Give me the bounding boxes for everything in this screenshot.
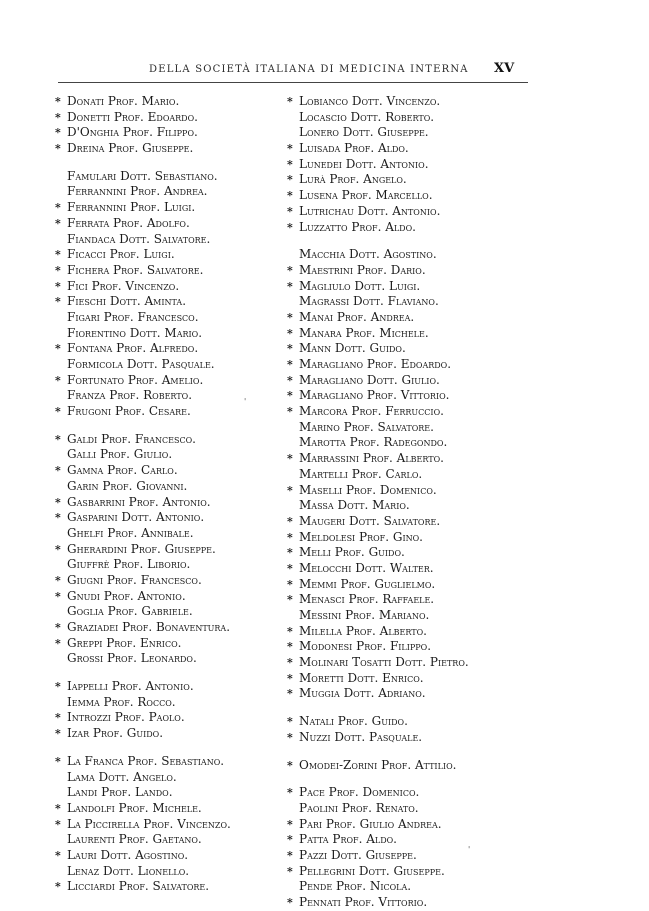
member-entry — [55, 785, 290, 801]
asterisk-mark: * — [287, 310, 293, 324]
asterisk-mark: * — [287, 204, 293, 218]
member-name: Pennati Prof. Vittorio. — [299, 895, 428, 909]
member-name: Lonero Dott. Giuseppe. — [299, 125, 429, 140]
member-name: Messini Prof. Mariano. — [299, 608, 430, 622]
asterisk-mark: * — [55, 126, 61, 140]
member-name: Maragliano Prof. Edoardo. — [299, 357, 452, 371]
asterisk-mark: * — [55, 495, 61, 509]
asterisk-mark: * — [287, 452, 293, 466]
member-name: Marino Prof. Salvatore. — [299, 419, 434, 434]
member-name: Fiandaca Dott. Salvatore. — [67, 231, 211, 246]
asterisk-mark: * — [55, 279, 61, 293]
member-entry — [287, 373, 517, 389]
member-entry — [55, 879, 290, 895]
asterisk-mark: * — [287, 624, 293, 638]
member-entry — [55, 495, 290, 511]
asterisk-mark: * — [287, 671, 293, 685]
member-entry — [287, 310, 517, 326]
asterisk-mark: * — [287, 358, 293, 371]
member-entry — [287, 220, 517, 236]
member-name: Greppi Prof. Enrico. — [67, 635, 182, 650]
member-name: Memmi Prof. Guglielmo. — [299, 576, 436, 591]
member-entry — [55, 373, 290, 389]
member-name: Muggia Dott. Adriano. — [299, 686, 426, 701]
member-entry — [287, 514, 517, 530]
asterisk-mark: * — [55, 754, 61, 768]
asterisk-mark: * — [55, 373, 61, 387]
member-name: Donati Prof. Mario. — [67, 94, 180, 108]
member-entry — [287, 530, 517, 546]
member-entry — [287, 671, 517, 687]
member-name: Maselli Prof. Domenico. — [299, 482, 437, 497]
member-entry — [287, 341, 517, 357]
member-entry — [55, 184, 290, 200]
asterisk-mark: * — [287, 656, 293, 670]
asterisk-mark: * — [287, 189, 293, 203]
member-entry — [55, 341, 290, 357]
asterisk-mark: * — [287, 373, 293, 387]
member-entry — [55, 247, 290, 263]
asterisk-mark: * — [287, 530, 293, 544]
member-entry — [55, 200, 290, 216]
member-entry — [287, 357, 517, 373]
member-name: Fieschi Dott. Aminta. — [67, 294, 187, 309]
asterisk-mark: * — [287, 864, 293, 878]
member-name: Marotta Prof. Radegondo. — [299, 435, 448, 450]
asterisk-mark: * — [55, 636, 61, 650]
member-entry — [287, 157, 517, 173]
asterisk-mark: * — [55, 727, 61, 741]
member-entry — [287, 451, 517, 467]
member-name: Ferrannini Prof. Luigi. — [67, 200, 196, 215]
member-entry — [55, 94, 290, 110]
asterisk-mark: * — [55, 801, 61, 815]
asterisk-mark: * — [287, 326, 293, 340]
member-name: Menasci Prof. Raffaele. — [299, 592, 435, 607]
member-name: Massa Dott. Mario. — [299, 498, 410, 513]
asterisk-mark: * — [55, 142, 61, 156]
member-name: Galli Prof. Giulio. — [67, 447, 173, 462]
member-entry — [287, 172, 517, 188]
member-name: Lusena Prof. Marcello. — [299, 188, 433, 203]
member-name: Goglia Prof. Gabriele. — [67, 604, 193, 619]
member-entry — [287, 404, 517, 420]
member-entry — [55, 604, 290, 620]
asterisk-mark: * — [287, 730, 293, 744]
asterisk-mark: * — [55, 263, 61, 277]
member-entry — [55, 432, 290, 448]
member-name: Formicola Dott. Pasquale. — [67, 357, 215, 371]
asterisk-mark: * — [287, 514, 293, 528]
left-member-column — [55, 94, 290, 895]
member-name: Marcora Prof. Ferruccio. — [299, 404, 444, 419]
member-entry — [55, 279, 290, 295]
member-entry — [55, 589, 290, 605]
member-name: Graziadei Prof. Bonaventura. — [67, 620, 231, 634]
member-entry — [287, 545, 517, 561]
asterisk-mark: * — [287, 220, 293, 234]
asterisk-mark: * — [55, 432, 61, 446]
asterisk-mark: * — [55, 621, 61, 634]
member-entry — [287, 110, 517, 126]
member-name: Fichera Prof. Salvatore. — [67, 262, 204, 277]
member-name: Lutrichau Dott. Antonio. — [299, 203, 441, 218]
asterisk-mark: * — [287, 896, 293, 909]
member-entry — [287, 263, 517, 279]
asterisk-mark: * — [287, 483, 293, 497]
asterisk-mark: * — [55, 342, 61, 356]
member-name: Maestrini Prof. Dario. — [299, 262, 426, 277]
member-entry — [55, 326, 290, 342]
member-entry — [55, 310, 290, 326]
right-member-column — [287, 94, 517, 911]
member-name: Dreina Prof. Giuseppe. — [67, 141, 194, 156]
asterisk-mark: * — [287, 95, 293, 108]
asterisk-mark: * — [287, 263, 293, 277]
member-name: Manai Prof. Andrea. — [299, 309, 415, 324]
member-name: Lunedei Dott. Antonio. — [299, 156, 429, 171]
member-name: Moretti Dott. Enrico. — [299, 670, 424, 685]
member-entry — [287, 498, 517, 514]
member-entry — [287, 388, 517, 404]
member-name: Franza Prof. Roberto. — [67, 388, 193, 403]
asterisk-mark: * — [287, 561, 293, 575]
asterisk-mark: * — [287, 715, 293, 729]
member-entry — [55, 695, 290, 711]
member-entry — [287, 832, 517, 848]
member-entry — [55, 510, 290, 526]
member-name: Mann Dott. Guido. — [299, 341, 406, 356]
member-entry — [55, 832, 290, 848]
member-entry — [55, 636, 290, 652]
member-entry — [55, 404, 290, 420]
member-name: Martelli Prof. Carlo. — [299, 466, 423, 481]
member-entry — [55, 447, 290, 463]
member-entry — [55, 169, 290, 185]
member-name: Marrassini Prof. Alberto. — [299, 451, 444, 466]
asterisk-mark: * — [55, 464, 61, 478]
member-entry — [55, 557, 290, 573]
asterisk-mark: * — [287, 157, 293, 171]
asterisk-mark: * — [287, 758, 293, 772]
member-entry — [287, 864, 517, 880]
member-name: Galdi Prof. Francesco. — [67, 431, 196, 446]
member-name: Gasbarrini Prof. Antonio. — [67, 494, 211, 509]
member-name: Luisada Prof. Aldo. — [299, 141, 409, 156]
member-entry — [55, 620, 290, 636]
asterisk-mark: * — [55, 216, 61, 230]
member-name: Lama Dott. Angelo. — [67, 769, 177, 784]
member-name: Fiorentino Dott. Mario. — [67, 325, 203, 340]
member-entry — [287, 801, 517, 817]
asterisk-mark: * — [55, 817, 61, 831]
member-name: Magliulo Dott. Luigi. — [299, 278, 421, 293]
member-name: Maugeri Dott. Salvatore. — [299, 513, 441, 528]
member-name: Ferrannini Prof. Andrea. — [67, 184, 208, 199]
member-name: Paolini Prof. Renato. — [299, 800, 419, 815]
member-entry — [55, 651, 290, 667]
asterisk-mark: * — [55, 711, 61, 725]
member-entry — [287, 608, 517, 624]
member-name: Molinari Tosatti Dott. Pietro. — [299, 655, 469, 670]
member-name: Modonesi Prof. Filippo. — [299, 639, 432, 654]
member-entry — [287, 639, 517, 655]
member-entry — [55, 848, 290, 864]
member-entry — [287, 879, 517, 895]
member-name: Maragliano Dott. Giulio. — [299, 372, 440, 387]
member-name: Melli Prof. Guido. — [299, 545, 405, 560]
member-entry — [55, 141, 290, 157]
page-header — [0, 56, 649, 76]
asterisk-mark: * — [55, 542, 61, 556]
member-entry — [287, 686, 517, 702]
member-name: Lobianco Dott. Vincenzo. — [299, 94, 441, 108]
member-entry — [287, 895, 517, 911]
member-name: Frugoni Prof. Cesare. — [67, 404, 191, 419]
member-entry — [55, 710, 290, 726]
asterisk-mark: * — [287, 546, 293, 560]
member-name: Giugni Prof. Francesco. — [67, 572, 202, 587]
asterisk-mark: * — [287, 389, 293, 403]
asterisk-mark: * — [287, 279, 293, 293]
asterisk-mark: * — [287, 687, 293, 701]
asterisk-mark: * — [55, 110, 61, 124]
member-name: D'Onghia Prof. Filippo. — [67, 125, 198, 140]
member-entry — [287, 730, 517, 746]
member-entry — [287, 420, 517, 436]
member-entry — [55, 357, 290, 373]
member-name: Iemma Prof. Rocco. — [67, 694, 176, 709]
member-name: Giuffrè Prof. Liborio. — [67, 557, 191, 572]
member-name: Pende Prof. Nicola. — [299, 879, 412, 894]
member-entry — [55, 573, 290, 589]
member-entry — [287, 467, 517, 483]
stray-mark: ' — [468, 845, 471, 854]
member-entry — [287, 435, 517, 451]
member-entry — [287, 204, 517, 220]
member-entry — [287, 188, 517, 204]
member-name: Fortunato Prof. Amelio. — [67, 372, 204, 387]
member-name: Lauri Dott. Agostino. — [67, 847, 189, 862]
member-entry — [55, 679, 290, 695]
member-entry — [287, 561, 517, 577]
member-entry — [287, 848, 517, 864]
page-number: XV — [494, 61, 515, 76]
member-name: Omodei-Zorini Prof. Attilio. — [299, 757, 457, 772]
member-entry — [55, 526, 290, 542]
member-entry — [287, 577, 517, 593]
asterisk-mark: * — [55, 405, 61, 419]
member-entry — [287, 758, 517, 774]
member-entry — [287, 655, 517, 671]
asterisk-mark: * — [287, 577, 293, 591]
member-name: Pazzi Dott. Giuseppe. — [299, 847, 417, 862]
member-name: La Franca Prof. Sebastiano. — [67, 753, 225, 768]
asterisk-mark: * — [55, 848, 61, 862]
asterisk-mark: * — [287, 833, 293, 847]
asterisk-mark: * — [55, 95, 61, 108]
member-name: Manara Prof. Michele. — [299, 325, 429, 340]
member-name: Macchia Dott. Agostino. — [299, 247, 437, 262]
member-name: Natali Prof. Guido. — [299, 714, 408, 729]
member-name: Fontana Prof. Alfredo. — [67, 341, 199, 356]
member-entry — [287, 785, 517, 801]
member-name: La Piccirella Prof. Vincenzo. — [67, 816, 231, 831]
member-entry — [287, 326, 517, 342]
stray-mark: ' — [244, 397, 247, 406]
member-entry — [55, 801, 290, 817]
member-name: Milella Prof. Alberto. — [299, 623, 427, 638]
member-entry — [55, 864, 290, 880]
member-name: Famulari Dott. Sebastiano. — [67, 168, 218, 183]
member-entry — [55, 479, 290, 495]
member-name: Landolfi Prof. Michele. — [67, 800, 202, 815]
member-name: Donetti Prof. Edoardo. — [67, 109, 198, 124]
member-entry — [55, 232, 290, 248]
member-name: Gasparini Dott. Antonio. — [67, 510, 205, 525]
member-entry — [287, 247, 517, 263]
asterisk-mark: * — [55, 680, 61, 694]
member-name: Grossi Prof. Leonardo. — [67, 651, 197, 666]
asterisk-mark: * — [55, 248, 61, 262]
member-name: Garin Prof. Giovanni. — [67, 478, 188, 493]
member-entry — [55, 216, 290, 232]
member-name: Pari Prof. Giulio Andrea. — [299, 816, 442, 831]
member-name: Lenaz Dott. Lionello. — [67, 863, 190, 878]
member-name: Melocchi Dott. Walter. — [299, 560, 434, 575]
asterisk-mark: * — [287, 640, 293, 654]
member-name: Locascio Dott. Roberto. — [299, 109, 435, 124]
member-entry — [55, 542, 290, 558]
member-entry — [55, 110, 290, 126]
member-name: Pellegrini Dott. Giuseppe. — [299, 863, 445, 878]
member-name: Luzzatto Prof. Aldo. — [299, 219, 416, 234]
member-entry — [55, 125, 290, 141]
member-name: Introzzi Prof. Paolo. — [67, 710, 185, 725]
asterisk-mark: * — [287, 342, 293, 356]
member-entry — [287, 592, 517, 608]
member-name: Laurenti Prof. Gaetano. — [67, 832, 202, 847]
asterisk-mark: * — [287, 405, 293, 419]
asterisk-mark: * — [55, 880, 61, 894]
member-entry — [55, 754, 290, 770]
asterisk-mark: * — [287, 817, 293, 831]
member-name: Figari Prof. Francesco. — [67, 309, 199, 324]
member-name: Ghelfi Prof. Annibale. — [67, 525, 194, 540]
member-entry — [287, 714, 517, 730]
member-entry — [287, 279, 517, 295]
asterisk-mark: * — [55, 573, 61, 587]
asterisk-mark: * — [55, 511, 61, 525]
member-name: Ficacci Prof. Luigi. — [67, 247, 175, 262]
member-entry — [287, 141, 517, 157]
member-name: Patta Prof. Aldo. — [299, 832, 397, 847]
member-name: Gamna Prof. Carlo. — [67, 463, 178, 478]
member-name: Maragliano Prof. Vittorio. — [299, 388, 450, 403]
member-name: Nuzzi Dott. Pasquale. — [299, 729, 423, 744]
asterisk-mark: * — [55, 295, 61, 309]
member-name: Pace Prof. Domenico. — [299, 785, 420, 800]
running-head: DELLA SOCIETÀ ITALIANA DI MEDICINA INTERNA — [149, 64, 469, 75]
member-name: Fici Prof. Vincenzo. — [67, 278, 180, 293]
member-name: Izar Prof. Guido. — [67, 726, 164, 741]
member-entry — [287, 94, 517, 110]
asterisk-mark: * — [55, 589, 61, 603]
member-entry — [287, 125, 517, 141]
member-name: Gnudi Prof. Antonio. — [67, 588, 186, 603]
asterisk-mark: * — [287, 848, 293, 862]
member-name: Meldolesi Prof. Gino. — [299, 529, 423, 544]
asterisk-mark: * — [287, 593, 293, 607]
member-name: Ferrata Prof. Adolfo. — [67, 215, 190, 230]
member-entry — [55, 726, 290, 742]
member-name: Licciardi Prof. Salvatore. — [67, 879, 210, 894]
asterisk-mark: * — [287, 786, 293, 800]
member-entry — [55, 263, 290, 279]
member-name: Landi Prof. Lando. — [67, 785, 173, 800]
member-entry — [287, 483, 517, 499]
member-name: Gherardini Prof. Giuseppe. — [67, 541, 216, 556]
member-name: Magrassi Dott. Flaviano. — [299, 294, 439, 309]
member-entry — [287, 817, 517, 833]
member-entry — [55, 770, 290, 786]
member-entry — [55, 294, 290, 310]
member-entry — [55, 817, 290, 833]
asterisk-mark: * — [287, 173, 293, 187]
member-name: Iappelli Prof. Antonio. — [67, 679, 194, 694]
member-entry — [55, 388, 290, 404]
member-entry — [55, 463, 290, 479]
member-name: Lurà Prof. Angelo. — [299, 172, 407, 187]
header-rule — [58, 82, 528, 83]
member-entry — [287, 294, 517, 310]
asterisk-mark: * — [287, 142, 293, 156]
asterisk-mark: * — [55, 201, 61, 215]
member-entry — [287, 624, 517, 640]
